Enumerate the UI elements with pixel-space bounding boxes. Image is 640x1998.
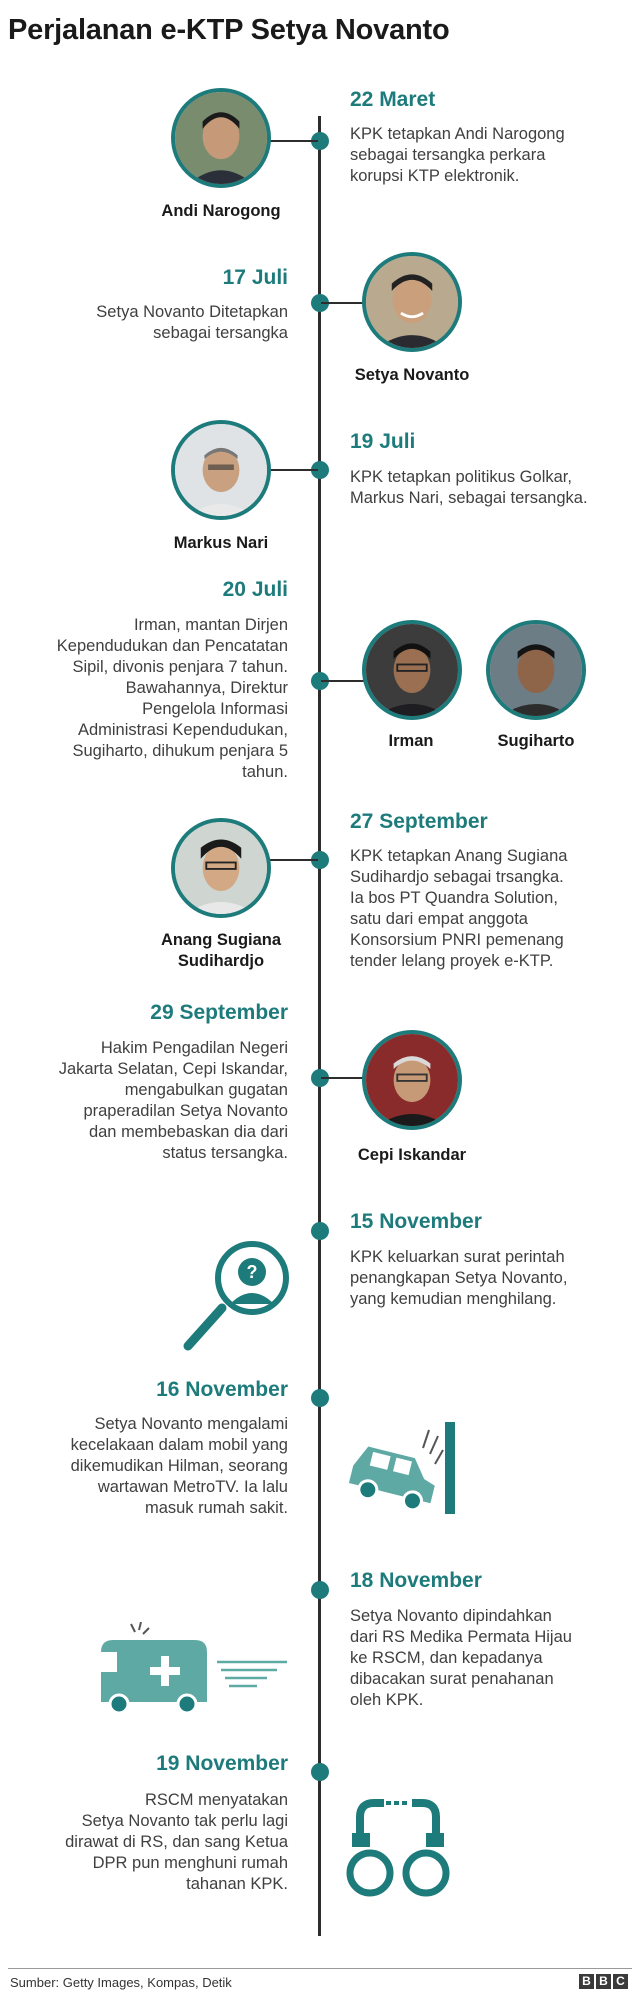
- timeline-dot: [311, 1222, 329, 1240]
- footer-divider: [8, 1968, 632, 1969]
- car-crash-icon: [345, 1420, 465, 1520]
- person-name: Sugiharto: [497, 732, 575, 750]
- svg-text:?: ?: [246, 1262, 258, 1282]
- person-name: Setya Novanto: [354, 366, 470, 384]
- person-name: Andi Narogong: [161, 202, 281, 220]
- event-description: Setya Novanto mengalami kecelakaan dalam mobil yang dikemudikan Hilman, seorang wartawan MetroTV. Ia lalu masuk rumah sakit.: [70, 1415, 288, 1517]
- event-date: 19 Juli: [350, 430, 416, 453]
- timeline-dot: [311, 1763, 329, 1781]
- event-date: 20 Juli: [222, 578, 288, 601]
- event-description: Setya Novanto Ditetapkan sebagai tersangka: [96, 303, 288, 342]
- event-description: KPK tetapkan Anang Sugiana Sudihardjo sebagai trsangka. Ia bos PT Quandra Solution, satu dari empat anggota Konsorsium PNRI pemenang tender lelang proyek e-KTP.: [350, 847, 568, 970]
- photo-cepi-iskandar: [362, 1030, 462, 1130]
- timeline-dot: [311, 1581, 329, 1599]
- photo-markus-nari: [171, 420, 271, 520]
- connector: [321, 680, 365, 682]
- event-description: KPK tetapkan Andi Narogong sebagai tersangka perkara korupsi KTP elektronik.: [350, 125, 565, 185]
- handcuffs-icon: [346, 1795, 450, 1903]
- connector: [270, 469, 318, 471]
- event-description: KPK keluarkan surat perintah penangkapan Setya Novanto, yang kemudian menghilang.: [350, 1248, 568, 1308]
- source-credit: Sumber: Getty Images, Kompas, Detik: [10, 1975, 232, 1990]
- event-date: 16 November: [156, 1378, 288, 1401]
- connector: [270, 140, 318, 142]
- timeline-dot: [311, 1389, 329, 1407]
- event-description: Irman, mantan Dirjen Kependudukan dan Pencatatan Sipil, divonis penjara 7 tahun. Bawahannya, Direktur Pengelola Informasi Administrasi Kependudukan, Sugiharto, dihukum penjara 5 tahun.: [56, 616, 288, 781]
- person-name: Cepi Iskandar: [357, 1146, 467, 1164]
- photo-anang-sugiana-sudihardjo: [171, 818, 271, 918]
- event-date: 15 November: [350, 1210, 482, 1233]
- photo-setya-novanto: [362, 252, 462, 352]
- connector: [321, 302, 365, 304]
- photo-andi-narogong: [171, 88, 271, 188]
- event-date: 17 Juli: [222, 266, 288, 289]
- photo-irman: [362, 620, 462, 720]
- timeline-line: [318, 116, 321, 1936]
- connector: [270, 859, 318, 861]
- person-name: Markus Nari: [173, 534, 269, 552]
- person-name: Anang Sugiana Sudihardjo: [160, 931, 282, 970]
- event-description: Hakim Pengadilan Negeri Jakarta Selatan, Cepi Iskandar, mengabulkan gugatan praperadilan Setya Novanto dan membebaskan dia dari status tersangka.: [58, 1039, 288, 1162]
- connector: [321, 1077, 365, 1079]
- page-title: Perjalanan e-KTP Setya Novanto: [8, 14, 450, 46]
- bbc-logo: B B C: [579, 1974, 628, 1989]
- ambulance-icon: [95, 1622, 295, 1722]
- event-description: RSCM menyatakan Setya Novanto tak perlu lagi dirawat di RS, dan sang Ketua DPR pun menghuni rumah tahanan KPK.: [65, 1791, 288, 1893]
- event-description: KPK tetapkan politikus Golkar, Markus Nari, sebagai tersangka.: [350, 468, 588, 507]
- event-date: 22 Maret: [350, 88, 436, 111]
- event-date: 29 September: [150, 1001, 288, 1024]
- photo-sugiharto: [486, 620, 586, 720]
- event-description: Setya Novanto dipindahkan dari RS Medika Permata Hijau ke RSCM, dan kepadanya dibacakan surat penahanan oleh KPK.: [350, 1607, 572, 1709]
- person-name: Irman: [388, 732, 434, 750]
- magnifier-question-icon: [178, 1238, 298, 1358]
- event-date: 27 September: [350, 810, 488, 833]
- event-date: 18 November: [350, 1569, 482, 1592]
- event-date: 19 November: [156, 1752, 288, 1775]
